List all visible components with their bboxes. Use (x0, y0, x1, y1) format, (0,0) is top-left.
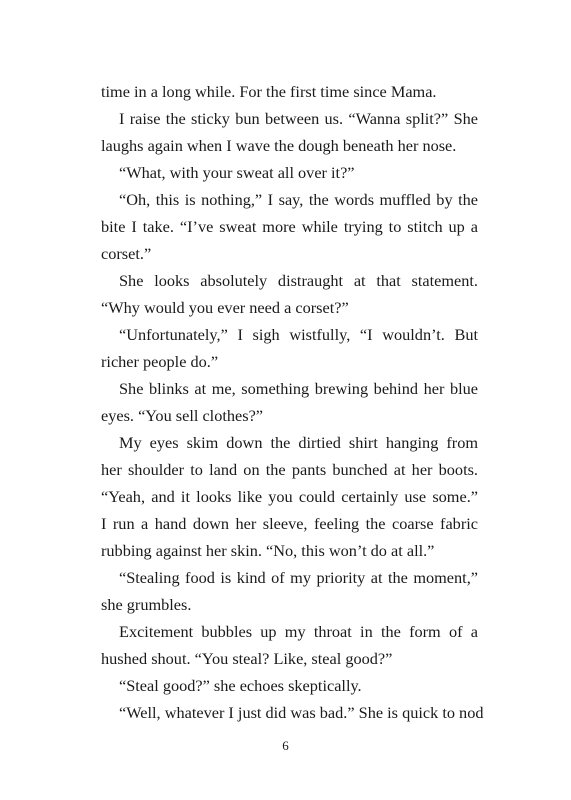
text-line: bite I take. “I’ve sweat more while trying to stitch up a (101, 217, 478, 236)
text-line: she grumbles. (101, 595, 192, 614)
text-line: She looks absolutely distraught at that statement. (119, 271, 478, 290)
text-line: “Unfortunately,” I sigh wistfully, “I wouldn’t. But (119, 325, 478, 344)
text-line: laughs again when I wave the dough beneath her nose. (101, 136, 457, 155)
text-line: eyes. “You sell clothes?” (101, 406, 264, 425)
text-line: “Why would you ever need a corset?” (101, 298, 349, 317)
text-line: “Well, whatever I just did was bad.” She is quick to nod (119, 703, 484, 722)
text-line: Excitement bubbles up my throat in the form of a (119, 622, 478, 641)
text-line: corset.” (101, 244, 152, 263)
text-line: “Stealing food is kind of my priority at the moment,” (119, 568, 478, 587)
text-line: “Yeah, and it looks like you could certainly use some.” (101, 487, 478, 506)
text-line: I run a hand down her sleeve, feeling the coarse fabric (101, 514, 478, 533)
text-line: “What, with your sweat all over it?” (119, 163, 355, 182)
text-line: rubbing against her skin. “No, this won’t do at all.” (101, 541, 435, 560)
text-line: richer people do.” (101, 352, 219, 371)
text-line: I raise the sticky bun between us. “Wanna split?” She (119, 109, 478, 128)
text-line: She blinks at me, something brewing behind her blue (119, 379, 478, 398)
text-line: hushed shout. “You steal? Like, steal good?” (101, 649, 393, 668)
text-line: her shoulder to land on the pants bunched at her boots. (101, 460, 478, 479)
text-line: “Steal good?” she echoes skeptically. (119, 676, 362, 695)
body-text (101, 78, 484, 726)
text-line: “Oh, this is nothing,” I say, the words muffled by the (119, 190, 478, 209)
text-line: time in a long while. For the first time since Mama. (101, 82, 437, 101)
page-number: 6 (282, 738, 289, 753)
text-line: My eyes skim down the dirtied shirt hanging from (119, 433, 478, 452)
